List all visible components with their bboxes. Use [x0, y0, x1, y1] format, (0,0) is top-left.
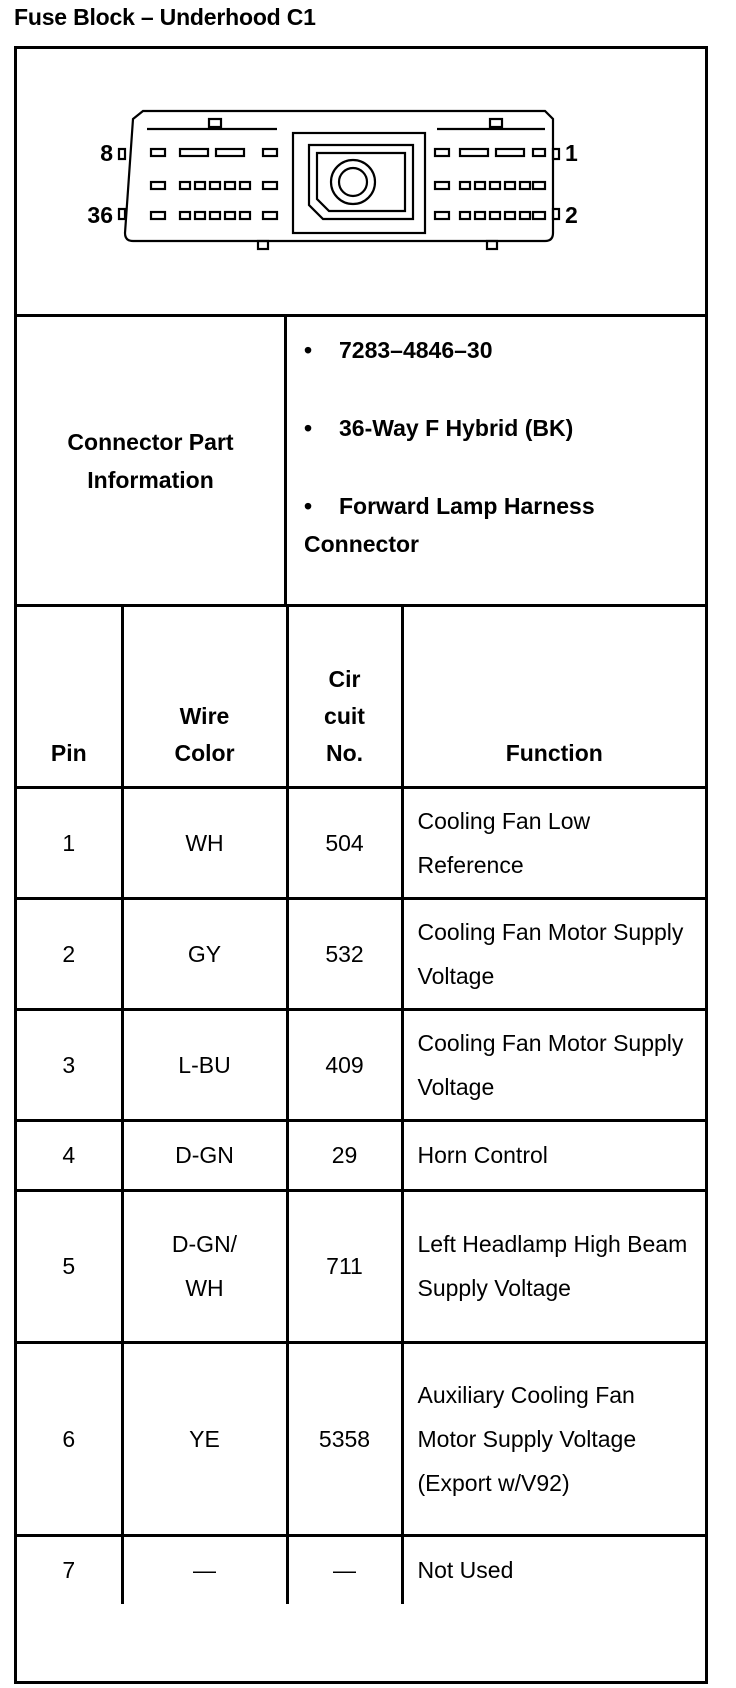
- wire-color-cell: D-GN: [122, 1120, 287, 1190]
- bullet: •: [304, 493, 313, 519]
- circuit-cell: —: [287, 1535, 402, 1604]
- pin-label-8: 8: [100, 140, 113, 166]
- wire-color-cell: —: [122, 1535, 287, 1604]
- circuit-cell: 409: [287, 1009, 402, 1120]
- circuit-cell: 5358: [287, 1342, 402, 1535]
- wire-color-cell: [122, 1190, 287, 1342]
- pin-cell: 2: [17, 898, 122, 1009]
- wire-color-cell: YE: [122, 1342, 287, 1535]
- pin-cell: 7: [17, 1535, 122, 1604]
- circuit-cell: 532: [287, 898, 402, 1009]
- circuit-cell: 29: [287, 1120, 402, 1190]
- connector-diagram: [17, 49, 705, 314]
- pin-label-1: 1: [565, 140, 578, 166]
- part-number-item: [304, 331, 695, 369]
- connector-diagram-cell: [17, 49, 705, 317]
- pinout-table: [17, 607, 705, 1604]
- connector-type-item: [304, 409, 695, 447]
- page-title: Fuse Block – Underhood C1: [14, 4, 316, 30]
- wire-color-cell: GY: [122, 898, 287, 1009]
- pin-label-2: 2: [565, 202, 578, 228]
- function-cell: Cooling Fan Motor Supply Voltage: [402, 898, 705, 1009]
- pin-cell: 5: [17, 1190, 122, 1342]
- connector-type: 36-Way F Hybrid (BK): [339, 415, 574, 441]
- table-row: [17, 1009, 705, 1120]
- bullet: •: [304, 337, 313, 363]
- table-header-row: [17, 607, 705, 787]
- header-circuit-no: [287, 607, 402, 787]
- circuit-cell: 504: [287, 787, 402, 898]
- header-pin: Pin: [17, 607, 122, 787]
- function-cell: Horn Control: [402, 1120, 705, 1190]
- table-row: [17, 787, 705, 898]
- function-cell: Cooling Fan Motor Supply Voltage: [402, 1009, 705, 1120]
- pin-cell: 1: [17, 787, 122, 898]
- header-circuit-no-text: Cir cuit No.: [324, 665, 365, 766]
- circuit-cell: 711: [287, 1190, 402, 1342]
- connector-info-label: Connector Part Information: [17, 317, 287, 604]
- function-cell: Auxiliary Cooling Fan Motor Supply Voltage (Export w/V92): [402, 1342, 705, 1535]
- pin-label-36: 36: [87, 202, 113, 228]
- table-row: [17, 1342, 705, 1535]
- function-cell: Left Headlamp High Beam Supply Voltage: [402, 1190, 705, 1342]
- table-row: [17, 1535, 705, 1604]
- table-row: [17, 1190, 705, 1342]
- wire-color-cell: L-BU: [122, 1009, 287, 1120]
- connector-description-item: [304, 487, 695, 563]
- pin-cell: 3: [17, 1009, 122, 1120]
- pin-cell: 6: [17, 1342, 122, 1535]
- part-number: 7283–4846–30: [339, 337, 493, 363]
- connector-description: Forward Lamp Harness Connector: [304, 493, 595, 557]
- header-wire-color-text: Wire Color: [174, 702, 235, 766]
- bullet: •: [304, 415, 313, 441]
- header-function: Function: [402, 607, 705, 787]
- connector-info-list: [287, 317, 705, 604]
- table-row: [17, 898, 705, 1009]
- function-cell: Not Used: [402, 1535, 705, 1604]
- wire-color-cell: WH: [122, 787, 287, 898]
- header-wire-color: [122, 607, 287, 787]
- connector-info-row: [17, 317, 705, 607]
- wire-color-text: D-GN/ WH: [171, 1231, 238, 1301]
- pin-cell: 4: [17, 1120, 122, 1190]
- table-row: [17, 1120, 705, 1190]
- connector-table-frame: [14, 46, 708, 1684]
- function-cell: Cooling Fan Low Reference: [402, 787, 705, 898]
